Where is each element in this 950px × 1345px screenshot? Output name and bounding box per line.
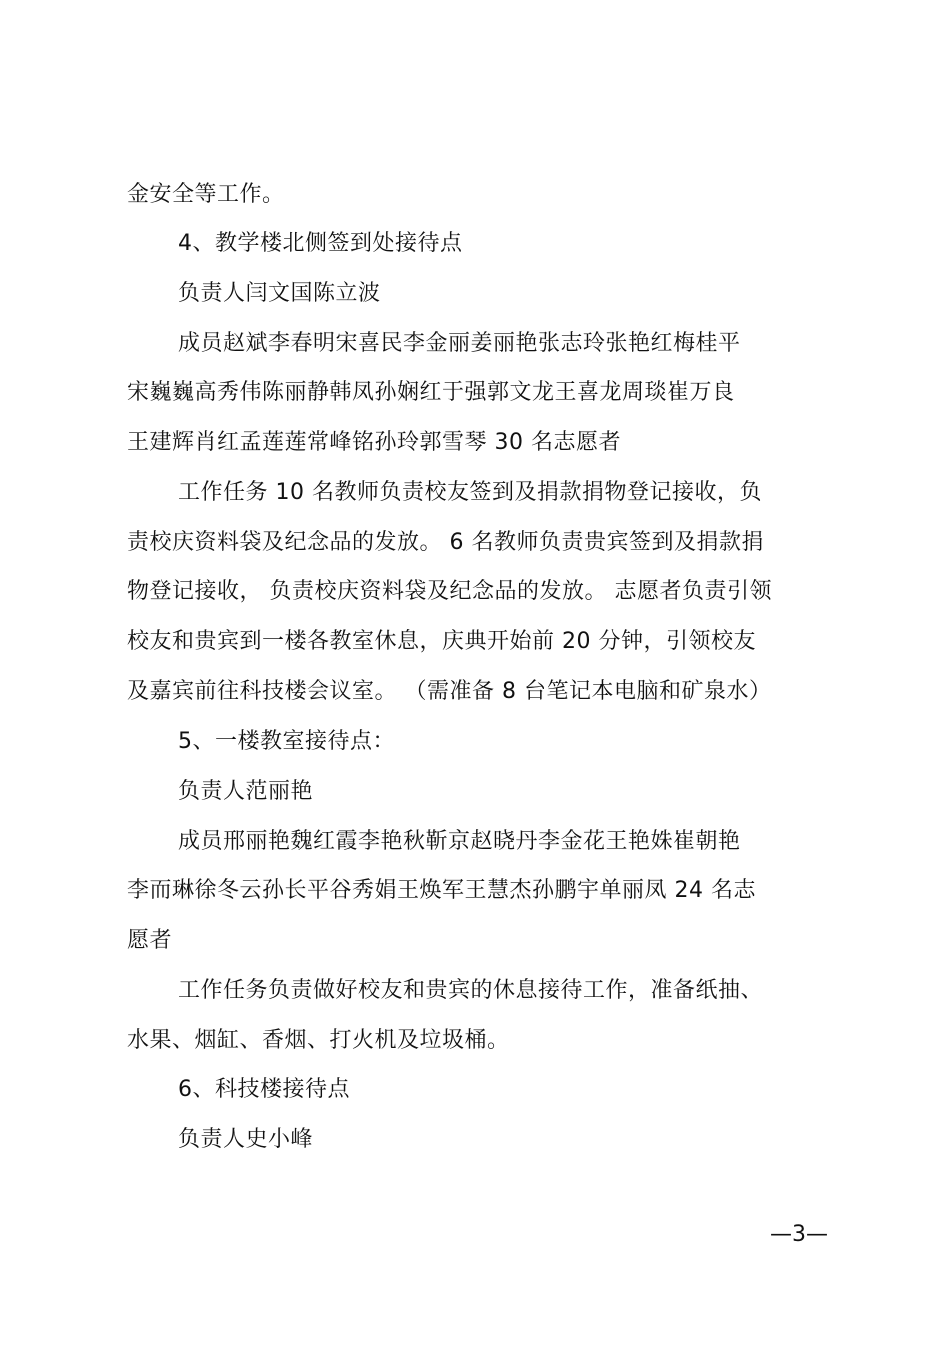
task-line-2: 责校庆资料袋及纪念品的发放。 6 名教师负责贵宾签到及捐款捐 (127, 530, 764, 555)
person-in-charge-5: 负责人范丽艳 (178, 779, 314, 804)
task-line-5a: 工作任务负责做好校友和贵宾的休息接待工作，准备纸抽、 (178, 978, 764, 1003)
members-line-5b: 李而琳徐冬云孙长平谷秀娟王焕军王慧杰孙鹏宇单丽凤 24 名志 (127, 878, 756, 903)
section-heading-4: 4、教学楼北侧签到处接待点 (178, 231, 463, 256)
members-line-1: 成员赵斌李春明宋喜民李金丽姜丽艳张志玲张艳红梅桂平 (178, 331, 741, 356)
page-number: —3— (770, 1222, 828, 1247)
section-heading-6: 6、科技楼接待点 (178, 1077, 350, 1102)
members-line-5a: 成员邢丽艳魏红霞李艳秋靳京赵晓丹李金花王艳姝崔朝艳 (178, 829, 741, 854)
task-line-3: 物登记接收， 负责校庆资料袋及纪念品的发放。 志愿者负责引领 (127, 579, 772, 604)
task-line-5: 及嘉宾前往科技楼会议室。 （需准备 8 台笔记本电脑和矿泉水） (127, 679, 772, 704)
members-line-3: 王建辉肖红孟莲莲常峰铭孙玲郭雪琴 30 名志愿者 (127, 430, 621, 455)
members-line-2: 宋巍巍高秀伟陈丽静韩凤孙娴红于强郭文龙王喜龙周琰崔万良 (127, 380, 735, 405)
section-heading-5: 5、一楼教室接待点： (178, 729, 395, 754)
person-in-charge-4: 负责人闫文国陈立波 (178, 281, 381, 306)
task-line-1: 工作任务 10 名教师负责校友签到及捐款捐物登记接收，负 (178, 480, 762, 505)
task-line-5b: 水果、烟缸、香烟、打火机及垃圾桶。 (127, 1028, 510, 1053)
task-line-4: 校友和贵宾到一楼各教室休息，庆典开始前 20 分钟，引领校友 (127, 629, 756, 654)
text-line-1: 金安全等工作。 (127, 182, 285, 207)
person-in-charge-6: 负责人史小峰 (178, 1127, 314, 1152)
members-line-5c: 愿者 (127, 928, 173, 953)
